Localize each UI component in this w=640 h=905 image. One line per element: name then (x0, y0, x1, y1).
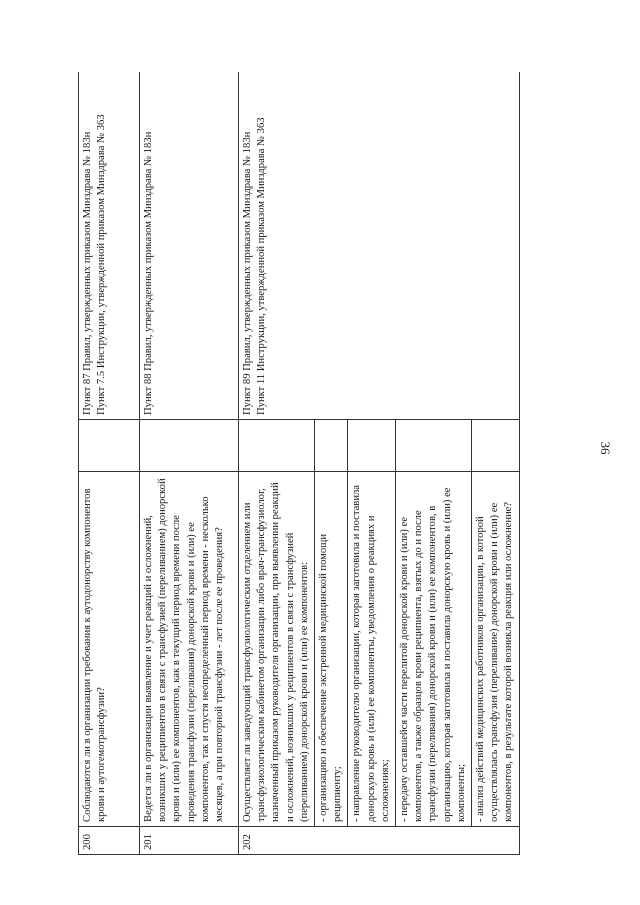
checklist-table (78, 72, 520, 855)
row-number: 201 (140, 827, 239, 855)
answer-cell (140, 420, 239, 472)
rotated-table-frame (78, 72, 534, 855)
reference-line: Пункт 88 Правил, утвержденных приказом Минздрава № 183н (143, 131, 154, 415)
reference-cell (79, 72, 140, 420)
reference-cell (239, 72, 520, 420)
row-number: 200 (79, 827, 140, 855)
table-row-201 (140, 72, 239, 855)
subitem-text: - направление руководителю организации, которая заготовила и поставила донорскую кровь и (или) ее компоненты, уведомления о реакциях и осложнениях; (348, 472, 396, 827)
question-text: Осуществляет ли заведующий трансфузиологическим отделением или трансфузиологическим кабинетом организации либо врач-трансфузиолог, назначенный приказом руководителя организации, при выявлении реакций и осложнений, возникших у реципиентов в связи с трансфузией (переливанием) донорской крови и (или) ее компонентов: (239, 472, 315, 827)
answer-cell (396, 420, 472, 472)
reference-line: Пункт 87 Правил, утвержденных приказом Минздрава № 183н (82, 131, 93, 415)
answer-cell (348, 420, 396, 472)
subitem-text: - анализ действий медицинских работников организации, в которой осуществлялась трансфузия (переливание) донорской крови и (или) ее компонентов, в результате которой возникла реакция или осложнение? (472, 472, 520, 827)
reference-line: Пункт 11 Инструкции, утвержденной приказом Минздрава № 363 (256, 117, 268, 415)
answer-cell (79, 420, 140, 472)
row-number: 202 (239, 827, 520, 855)
answer-cell (472, 420, 520, 472)
reference-cell (140, 72, 239, 420)
answer-cell (239, 420, 315, 472)
document-page (78, 72, 534, 855)
subitem-text: - передачу оставшейся части перелитой донорской крови и (или) ее компонентов, а также образцов крови реципиента, взятых до и после трансфузии (переливания) донорской крови и (или) ее компонентов, в организацию, которая заготовила и поставила донорскую кровь и (или) ее компоненты; (396, 472, 472, 827)
question-text: Ведется ли в организации выявление и учет реакций и осложнений, возникших у реципиентов в связи с трансфузией (переливанием) донорской крови и (или) ее компонентов, как в текущий период времени после проведения трансфузии (переливания) донорской крови и (или) ее компонентов, так и спустя неопределенный период времени - несколько месяцев, а при повторной трансфузии - лет после ее проведения? (140, 472, 239, 827)
subitem-text: - организацию и обеспечение экстренной медицинской помощи реципиенту; (315, 472, 348, 827)
answer-cell (315, 420, 348, 472)
reference-line: Пункт 89 Правил, утвержденных приказом Минздрава № 183н (242, 131, 253, 415)
reference-line: Пункт 7.5 Инструкции, утвержденной приказом Минздрава № 363 (96, 114, 108, 415)
table-row-200 (79, 72, 140, 855)
table-row-202 (239, 72, 315, 855)
page-number: 36 (598, 441, 613, 455)
question-text: Соблюдаются ли в организации требования к аутодонорству компонентов крови и аутогемотрансфузии? (79, 472, 140, 827)
